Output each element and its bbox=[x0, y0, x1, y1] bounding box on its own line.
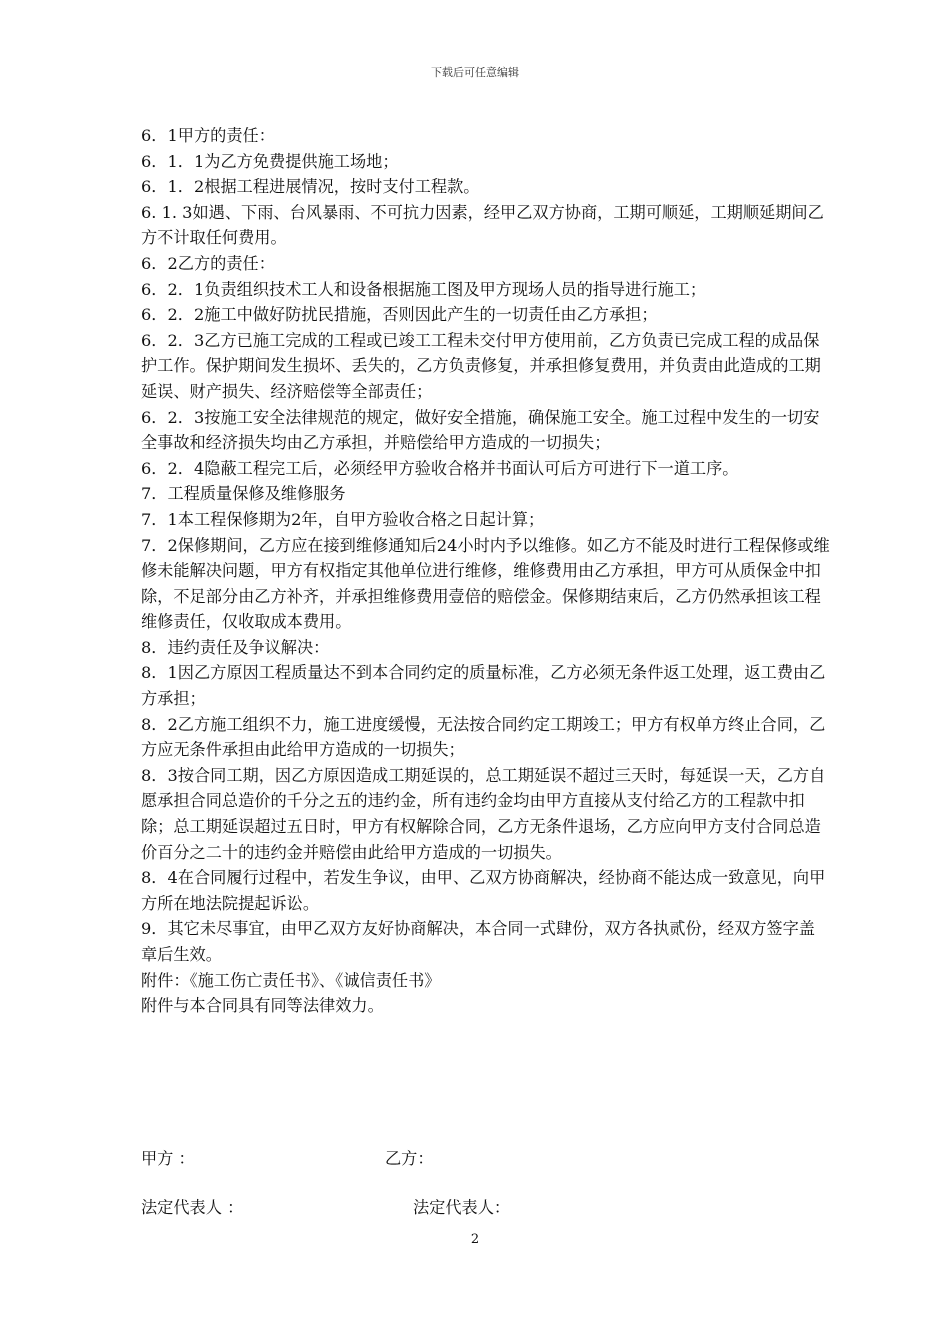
attachments: 附件：《施工伤亡责任书》、《诚信责任书》 bbox=[141, 970, 441, 990]
clause-7-1: 7．1本工程保修期为2年，自甲方验收合格之日起计算； bbox=[141, 509, 545, 529]
clause-6-2-1: 6．2．1负责组织技术工人和设备根据施工图及甲方现场人员的指导进行施工； bbox=[141, 279, 707, 299]
rep-a-label: 法定代表人 ： bbox=[141, 1198, 244, 1217]
attachments-validity: 附件与本合同具有同等法律效力。 bbox=[141, 996, 384, 1016]
clause-6-2-3b: 6．2．3按施工安全法律规范的规定，做好安全措施，确保施工安全。施工过程中发生的一切安全事故和经济损失均由乙方承担，并赔偿给甲方造成的一切损失； bbox=[141, 407, 820, 453]
clause-6-1-2: 6．1．2根据工程进展情况，按时支付工程款。 bbox=[141, 177, 480, 197]
party-b-label: 乙方： bbox=[385, 1149, 434, 1168]
clause-6-2-3a: 6．2．3乙方已施工完成的工程或已竣工工程未交付甲方使用前，乙方负责已完成工程的成品保护工作。保护期间发生损坏、丢失的，乙方负责修复，并承担修复费用，并负责由此造成的工期延误、财产损失、经济赔偿等全部责任； bbox=[141, 330, 821, 401]
rep-b-label: 法定代表人： bbox=[413, 1198, 511, 1217]
clause-8-2: 8．2乙方施工组织不力，施工进度缓慢，无法按合同约定工期竣工；甲方有权单方终止合同，乙方应无条件承担由此给甲方造成的一切损失； bbox=[141, 714, 826, 760]
clause-6-2-2: 6．2．2施工中做好防扰民措施，否则因此产生的一切责任由乙方承担； bbox=[141, 305, 658, 325]
clause-8-3: 8．3按合同工期，因乙方原因造成工期延误的，总工期延误不超过三天时，每延误一天，乙方自愿承担合同总造价的千分之五的违约金，所有违约金均由甲方直接从支付给乙方的工程款中扣除；总工期延误超过五日时，甲方有权解除合同，乙方无条件退场，乙方应向甲方支付合同总造价百分之二十的违约金并赔偿由此给甲方造成的一切损失。 bbox=[141, 765, 826, 862]
clause-6-2: 6．2乙方的责任： bbox=[141, 253, 275, 273]
clause-8-1: 8．1因乙方原因工程质量达不到本合同约定的质量标准，乙方必须无条件返工处理，返工费由乙方承担； bbox=[141, 663, 826, 709]
clause-8: 8．违约责任及争议解决： bbox=[141, 637, 330, 657]
clause-9: 9．其它未尽事宜，由甲乙双方友好协商解决，本合同一式肆份，双方各执贰份，经双方签字盖章后生效。 bbox=[141, 919, 815, 964]
document-body bbox=[141, 123, 831, 1019]
page-header: 下载后可任意编辑 bbox=[431, 66, 519, 79]
clause-7-2: 7．2保修期间，乙方应在接到维修通知后24小时内予以维修。如乙方不能及时进行工程保修或维修未能解决问题，甲方有权指定其他单位进行维修，维修费用由乙方承担，甲方可从质保金中扣除，不足部分由乙方补齐，并承担维修费用壹倍的赔偿金。保修期结束后，乙方仍然承担该工程维修责任，仅收取成本费用。 bbox=[141, 535, 830, 632]
clause-6-1: 6．1甲方的责任： bbox=[141, 126, 275, 145]
party-a-label: 甲方 ： bbox=[141, 1149, 195, 1168]
clause-6-1-1: 6．1．1为乙方免费提供施工场地； bbox=[141, 151, 399, 171]
clause-8-4: 8．4在合同履行过程中，若发生争议，由甲、乙双方协商解决，经协商不能达成一致意见，向甲方所在地法院提起诉讼。 bbox=[141, 868, 826, 913]
clause-6-2-4: 6．2．4隐蔽工程完工后，必须经甲方验收合格并书面认可后方可进行下一道工序。 bbox=[141, 458, 739, 478]
clause-6-1-3: 6. 1. 3如遇、下雨、台风暴雨、不可抗力因素，经甲乙双方协商，工期可顺延，工期顺延期间乙方不计取任何费用。 bbox=[141, 202, 824, 248]
page-number: 2 bbox=[470, 1232, 480, 1247]
clause-7: 7．工程质量保修及维修服务 bbox=[141, 484, 346, 504]
